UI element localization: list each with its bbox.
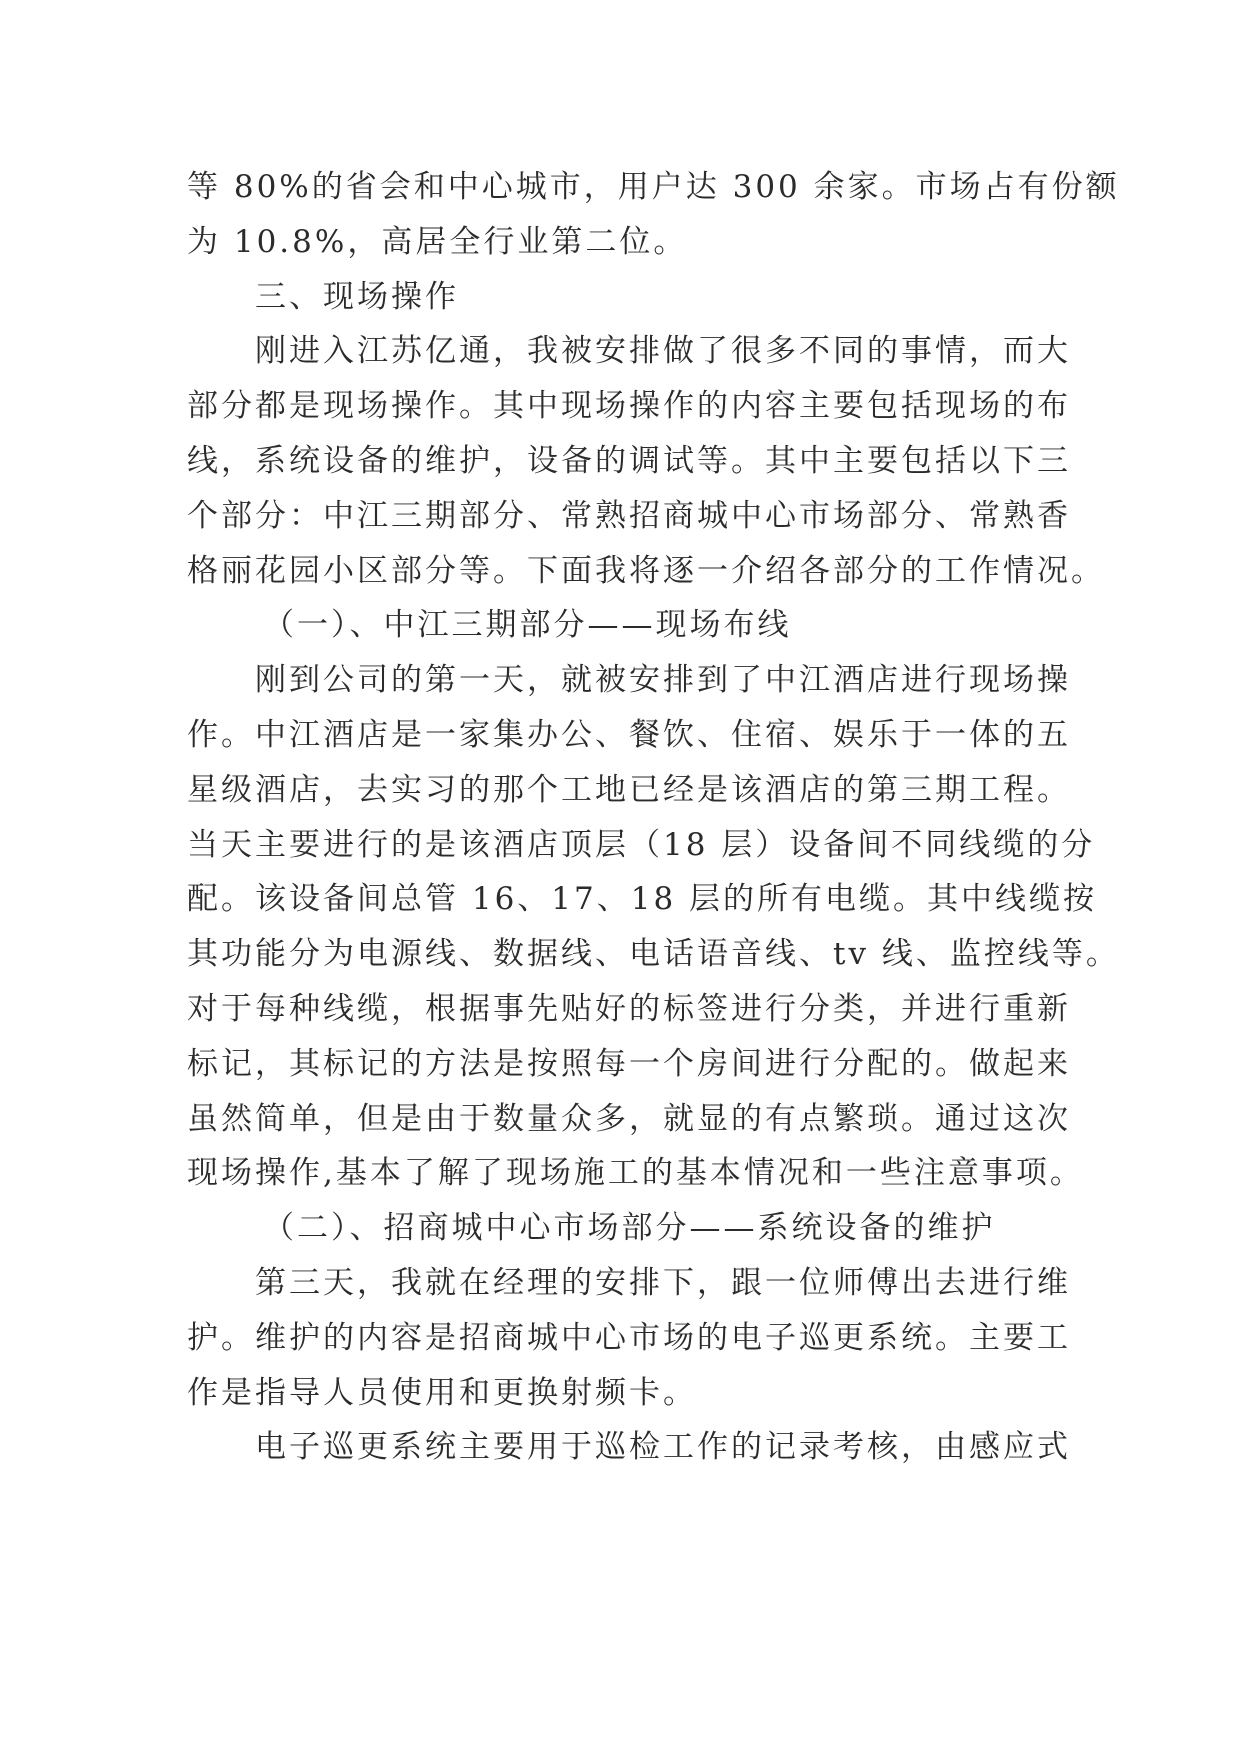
text-line: 部分都是现场操作。其中现场操作的内容主要包括现场的布: [187, 388, 1071, 425]
subsection-heading: （二）、招商城中心市场部分——系统设备的维护: [263, 1210, 996, 1247]
text-line: 护。维护的内容是招商城中心市场的电子巡更系统。主要工: [187, 1319, 1071, 1356]
text-line: 当天主要进行的是该酒店顶层（18 层）设备间不同线缆的分: [187, 826, 1096, 863]
text-line: 格丽花园小区部分等。下面我将逐一介绍各部分的工作情况。: [187, 552, 1105, 589]
text-line: 线，系统设备的维护，设备的调试等。其中主要包括以下三: [187, 442, 1071, 479]
text-line: 为 10.8%，高居全行业第二位。: [187, 223, 688, 260]
text-line: 星级酒店，去实习的那个工地已经是该酒店的第三期工程。: [187, 771, 1071, 808]
text-line: 配。该设备间总管 16、17、18 层的所有电缆。其中线缆按: [187, 881, 1098, 918]
text-line: 电子巡更系统主要用于巡检工作的记录考核，由感应式: [255, 1429, 1071, 1466]
text-line: 刚到公司的第一天，就被安排到了中江酒店进行现场操: [255, 662, 1071, 699]
text-line: 对于每种线缆，根据事先贴好的标签进行分类，并进行重新: [187, 990, 1071, 1027]
text-line: 作。中江酒店是一家集办公、餐饮、住宿、娱乐于一体的五: [187, 716, 1071, 753]
text-line: 作是指导人员使用和更换射频卡。: [187, 1374, 697, 1411]
text-line: 其功能分为电源线、数据线、电话语音线、tv 线、监控线等。: [187, 936, 1120, 973]
text-line: 虽然简单，但是由于数量众多，就显的有点繁琐。通过这次: [187, 1100, 1071, 1137]
subsection-heading: （一）、中江三期部分——现场布线: [263, 607, 792, 644]
text-line: 刚进入江苏亿通，我被安排做了很多不同的事情，而大: [255, 333, 1071, 370]
body-text: [187, 160, 1120, 1475]
text-line: 等 80%的省会和中心城市，用户达 300 余家。市场占有份额: [187, 169, 1120, 205]
text-line: 第三天，我就在经理的安排下，跟一位师傅出去进行维: [255, 1264, 1071, 1301]
section-heading: 三、现场操作: [255, 278, 459, 315]
text-line: 标记，其标记的方法是按照每一个房间进行分配的。做起来: [187, 1045, 1071, 1082]
text-line: 个部分：中江三期部分、常熟招商城中心市场部分、常熟香: [187, 497, 1071, 534]
text-line: 现场操作,基本了解了现场施工的基本情况和一些注意事项。: [187, 1155, 1084, 1192]
